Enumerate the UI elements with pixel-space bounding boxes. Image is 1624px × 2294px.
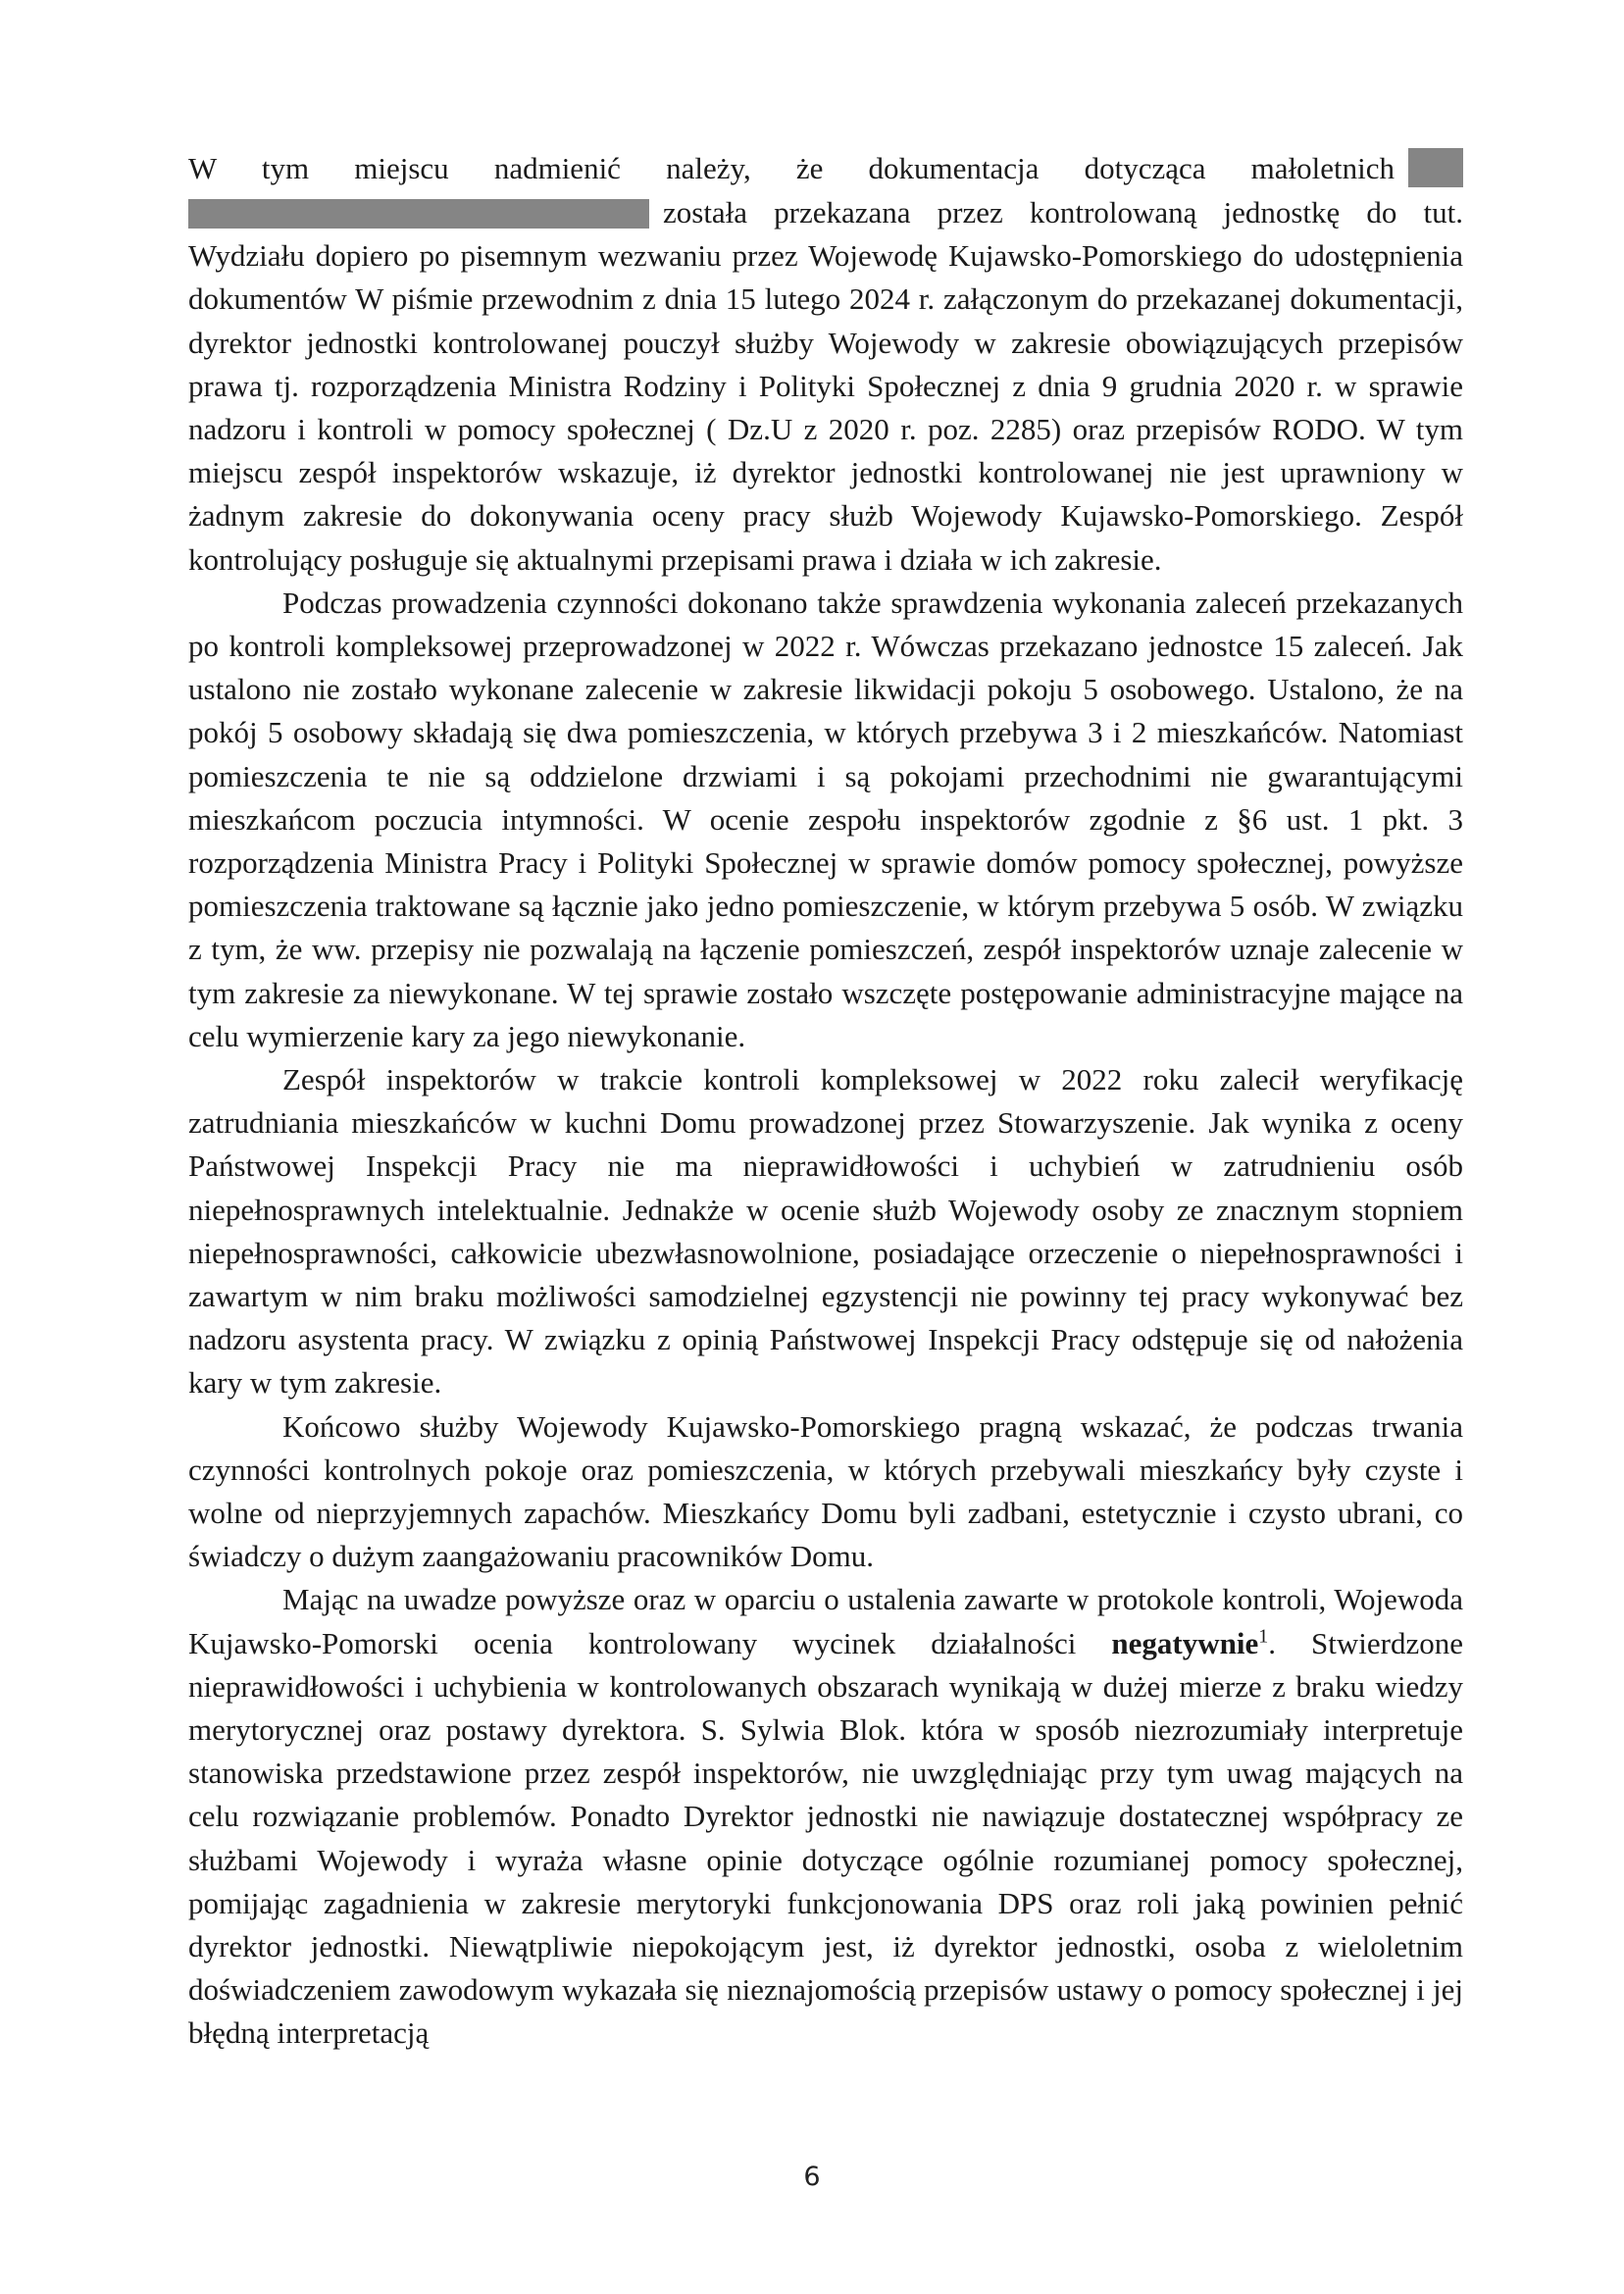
redaction-block [1408, 148, 1463, 187]
paragraph-dokumentacja [188, 147, 1463, 582]
page-number: 6 [803, 2162, 821, 2192]
assessment-result: negatywnie [1111, 1625, 1259, 1660]
paragraph-warunki: Końcowo służby Wojewody Kujawsko-Pomorskiego pragną wskazać, że podczas trwania czynności kontrolnych pokoje oraz pomieszczenia, w których przebywali mieszkańcy były czyste i wolne od nieprzyjemnych zapachów. Mieszkańcy Domu byli zadbani, estetycznie i czysto ubrani, co świadczy o dużym zaangażowaniu pracowników Domu. [188, 1408, 1463, 1574]
paragraph-5-text-a: Mając na uwadze powyższe oraz w oparciu o ustalenia zawarte w protokole kontroli, Wojewoda Kujawsko-Pomorski ocenia kontrolowany wycinek działalności [188, 1582, 1463, 1660]
paragraph-1-text-a: W tym miejscu nadmienić należy, że dokumentacja dotycząca małoletnich [188, 151, 1395, 185]
paragraph-1-text-b: została przekazana przez kontrolowaną jednostkę do tut. Wydziału dopiero po pisemnym wezwaniu przez Wojewodę Kujawsko-Pomorskiego do udostępnienia dokumentów W piśmie przewodnim z dnia 15 lutego 2024 r. załączonym do przekazanej dokumentacji, dyrektor jednostki kontrolowanej pouczył służby Wojewody w zakresie obowiązujących przepisów prawa tj. rozporządzenia Ministra Rodziny i Polityki Społecznej z dnia 9 grudnia 2020 r. w sprawie nadzoru i kontroli w pomocy społecznej ( Dz.U z 2020 r. poz. 2285) oraz przepisów RODO. W tym miejscu zespół inspektorów wskazuje, iż dyrektor jednostki kontrolowanej nie jest uprawniony w żadnym zakresie do dokonywania oceny pracy służb Wojewody Kujawsko-Pomorskiego. Zespół kontrolujący posługuje się aktualnymi przepisami prawa i działa w ich zakresie. [188, 194, 1463, 577]
paragraph-ocena [188, 1578, 1463, 2055]
paragraph-5-text-b: . Stwierdzone nieprawidłowości i uchybienia w kontrolowanych obszarach wynikają w dużej mierze z braku wiedzy merytorycznej oraz postawy dyrektora. S. Sylwia Blok. która w sposób niezrozumiały interpretuje stanowiska przedstawione przez zespół inspektorów, nie uwzględniając przy tym uwag mających na celu rozwiązanie problemów. Ponadto Dyrektor jednostki nie nawiązuje dostatecznej współpracy ze służbami Wojewody i wyraża własne opinie dotyczące ogólnie rozumianej pomocy społecznej, pomijając zagadnienia w zakresie merytoryki funkcjonowania DPS oraz roli jaką powinien pełnić dyrektor jednostki. Niewątpliwie niepokojącym jest, iż dyrektor jednostki, osoba z wieloletnim doświadczeniem zawodowym wykazała się nieznajomością przepisów ustawy o pomocy społecznej i jej błędną interpretacją [188, 1625, 1464, 2051]
paragraph-zatrudnianie: Zespół inspektorów w trakcie kontroli kompleksowej w 2022 roku zalecił weryfikację zatrudniania mieszkańców w kuchni Domu prowadzonej przez Stowarzyszenie. Jak wynika z oceny Państwowej Inspekcji Pracy nie ma nieprawidłowości i uchybień w zatrudnieniu osób niepełnosprawnych intelektualnie. Jednakże w ocenie służb Wojewody osoby ze znacznym stopniem niepełnosprawności, całkowicie ubezwłasnowolnione, posiadające orzeczenie o niepełnosprawności i zawartym w nim braku możliwości samodzielnej egzystencji nie powinny tej pracy wykonywać bez nadzoru asystenta pracy. W związku z opinią Państwowej Inspekcji Pracy odstępuje się od nałożenia kary w tym zakresie. [188, 1061, 1463, 1401]
footnote-reference[interactable]: 1 [1258, 1625, 1269, 1648]
redaction-block [188, 199, 649, 229]
document-body [188, 147, 1463, 2056]
paragraph-zalecenia: Podczas prowadzenia czynności dokonano także sprawdzenia wykonania zaleceń przekazanych po kontroli kompleksowej przeprowadzonej w 2022 r. Wówczas przekazano jednostce 15 zaleceń. Jak ustalono nie zostało wykonane zalecenie w zakresie likwidacji pokoju 5 osobowego. Ustalono, że na pokój 5 osobowy składają się dwa pomieszczenia, w których przebywa 3 i 2 mieszkańców. Natomiast pomieszczenia te nie są oddzielone drzwiami i są pokojami przechodnimi nie gwarantującymi mieszkańcom poczucia intymności. W ocenie zespołu inspektorów zgodnie z §6 ust. 1 pkt. 3 rozporządzenia Ministra Pracy i Polityki Społecznej w sprawie domów pomocy społecznej, powyższe pomieszczenia traktowane są łącznie jako jedno pomieszczenie, w którym przebywa 5 osób. W związku z tym, że ww. przepisy nie pozwalają na łączenie pomieszczeń, zespół inspektorów uznaje zalecenie w tym zakresie za niewykonane. W tej sprawie zostało wszczęte postępowanie administracyjne mające na celu wymierzenie kary za jego niewykonanie. [188, 585, 1463, 1053]
